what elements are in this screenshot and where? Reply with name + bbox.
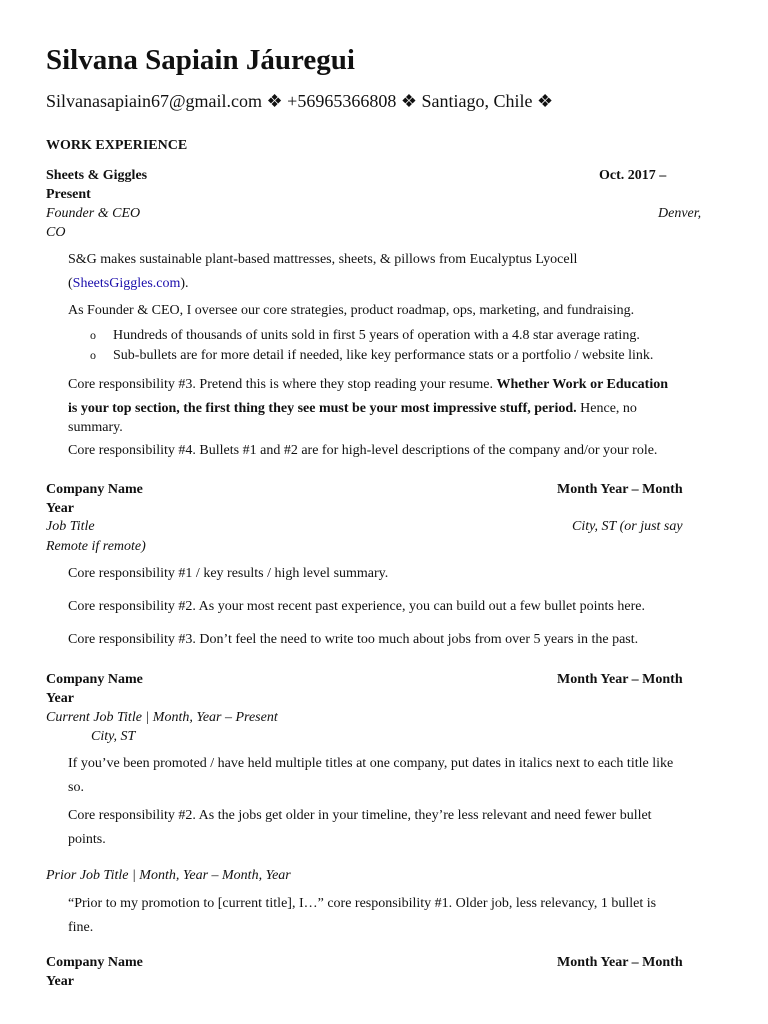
job1-dates-cont: Present: [46, 187, 91, 202]
job3-dates-cont: Year: [46, 691, 74, 706]
sub-bullet-icon: o: [90, 348, 96, 362]
job4-dates: Month Year – Month: [557, 955, 683, 970]
section-heading-work-experience: WORK EXPERIENCE: [46, 138, 188, 153]
job3-location: City, ST: [91, 729, 136, 744]
contact-line: Silvanasapiain67@gmail.com ❖ +56965366808 ❖ Santiago, Chile ❖: [46, 91, 554, 111]
job2-dates: Month Year – Month: [557, 482, 683, 497]
job3-bullet-2: Core responsibility #2. As the jobs get older in your timeline, they’re less relevant and need fewer bullet: [68, 808, 652, 823]
job2-company: Company Name: [46, 482, 143, 497]
paren: ).: [180, 276, 189, 291]
job4-company: Company Name: [46, 955, 143, 970]
job2-title: Job Title: [46, 519, 95, 534]
job1-bullet-2: As Founder & CEO, I oversee our core strategies, product roadmap, ops, marketing, and fundraising.: [68, 303, 635, 318]
job3-bullet-1: If you’ve been promoted / have held multiple titles at one company, put dates in italics next to each title like: [68, 756, 674, 771]
job3-prior-title: Prior Job Title | Month, Year – Month, Year: [46, 868, 291, 883]
job3-title: Current Job Title | Month, Year – Present: [46, 710, 278, 725]
emphasis: is your top section, the first thing they see must be your most impressive stuff, period.: [68, 401, 577, 416]
job1-bullet-3-cont2: summary.: [68, 420, 123, 435]
job1-bullet-1-cont: [68, 274, 189, 293]
job3-dates: Month Year – Month: [557, 672, 683, 687]
job3-bullet-1-cont: so.: [68, 780, 84, 795]
paren: (: [68, 276, 73, 291]
job1-bullet-3: [68, 375, 668, 394]
job2-location: City, ST (or just say: [572, 519, 683, 534]
job1-location-cont: CO: [46, 225, 66, 240]
job3-bullet-3-cont: fine.: [68, 920, 94, 935]
job1-bullet-1: S&G makes sustainable plant-based mattresses, sheets, & pillows from Eucalyptus Lyocell: [68, 252, 578, 267]
job1-sub-bullet-1: Hundreds of thousands of units sold in first 5 years of operation with a 4.8 star average rating.: [113, 328, 640, 343]
emphasis: Whether Work or Education: [496, 377, 669, 392]
text: Core responsibility #3. Pretend this is where they stop reading your resume.: [68, 377, 497, 392]
job1-bullet-4: Core responsibility #4. Bullets #1 and #2 are for high-level descriptions of the company and/or your role.: [68, 443, 658, 458]
job2-bullet-3: Core responsibility #3. Don’t feel the need to write too much about jobs from over 5 years in the past.: [68, 632, 639, 647]
job2-dates-cont: Year: [46, 501, 74, 516]
job1-title: Founder & CEO: [46, 206, 141, 221]
sub-bullet-icon: o: [90, 328, 96, 342]
job3-bullet-3: “Prior to my promotion to [current title], I…” core responsibility #1. Older job, less relevancy, 1 bullet is: [68, 896, 657, 911]
job3-company: Company Name: [46, 672, 143, 687]
job4-dates-cont: Year: [46, 974, 74, 989]
candidate-name: Silvana Sapiain Jáuregui: [46, 44, 355, 76]
job1-sub-bullet-2: Sub-bullets are for more detail if needed, like key performance stats or a portfolio / website link.: [113, 348, 654, 363]
job3-bullet-2-cont: points.: [68, 832, 106, 847]
job1-location: Denver,: [658, 206, 702, 221]
job2-location-cont: Remote if remote): [46, 539, 146, 554]
sheetsgiggles-link[interactable]: SheetsGiggles.com: [72, 276, 181, 291]
job1-bullet-3-cont: [68, 399, 637, 418]
job2-bullet-1: Core responsibility #1 / key results / high level summary.: [68, 566, 389, 581]
job2-bullet-2: Core responsibility #2. As your most recent past experience, you can build out a few bullet points here.: [68, 599, 645, 614]
job1-dates: Oct. 2017 –: [599, 168, 667, 183]
job1-company: Sheets & Giggles: [46, 168, 148, 183]
text: Hence, no: [576, 401, 637, 416]
